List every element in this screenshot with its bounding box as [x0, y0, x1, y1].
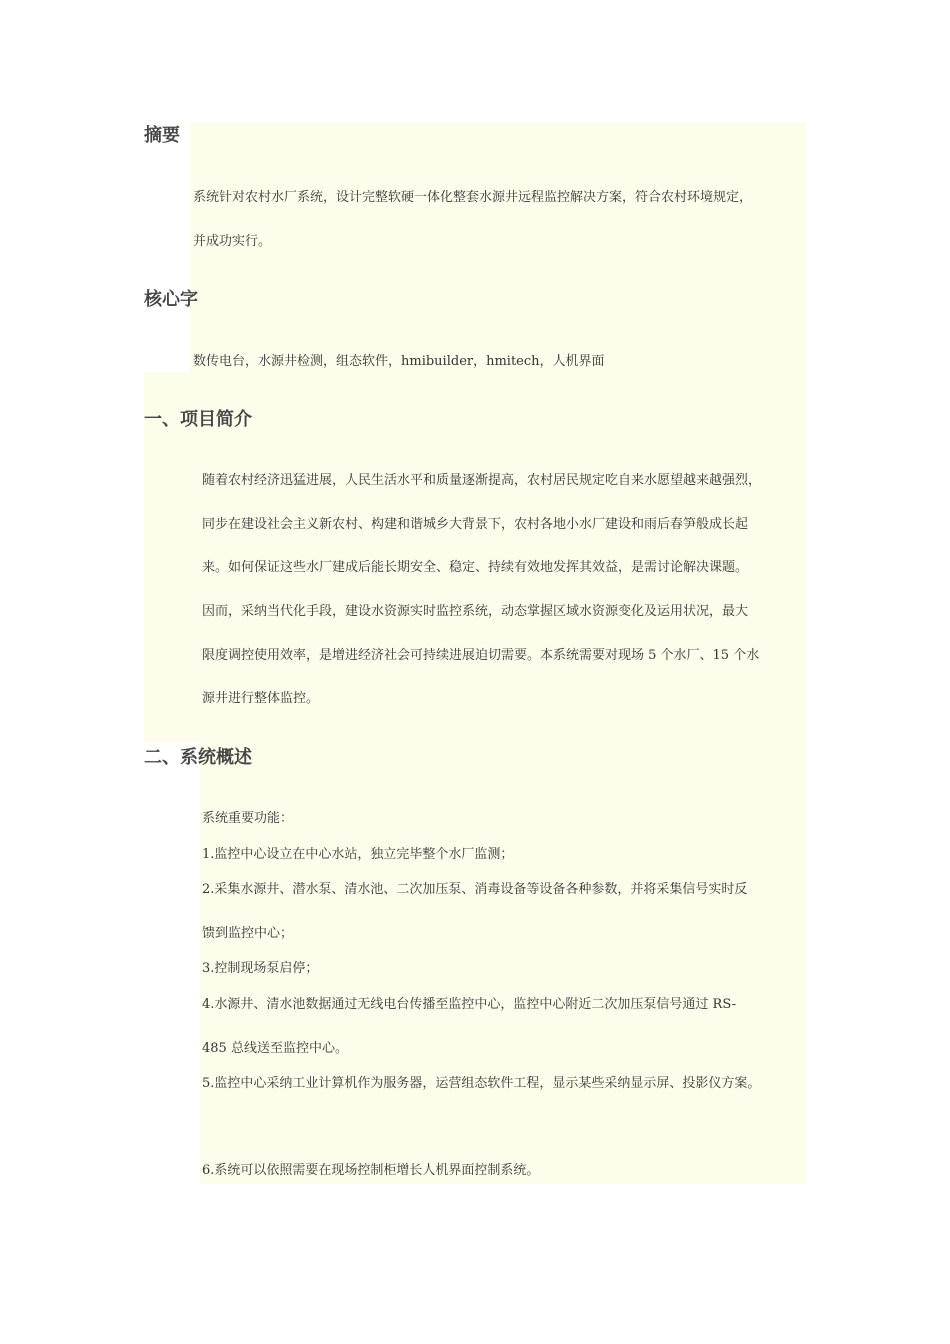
intro-line-2: 同步在建设社会主义新农村、构建和谐城乡大背景下，农村各地小水厂建设和雨后春笋般成长起 [202, 517, 749, 532]
overview-line-9: 6.系统可以依照需要在现场控制柜增长人机界面控制系统。 [202, 1163, 540, 1178]
overview-heading: 二、系统概述 [144, 747, 252, 768]
overview-line-6: 4.水源井、清水池数据通过无线电台传播至监控中心，监控中心附近二次加压泵信号通过 RS- [202, 997, 737, 1012]
intro-line-6: 源井进行整体监控。 [202, 691, 320, 706]
intro-line-4: 因而，采纳当代化手段，建设水资源实时监控系统，动态掌握区域水资源变化及运用状况，最大 [202, 604, 749, 619]
abstract-line-1: 系统针对农村水厂系统，设计完整软硬一体化整套水源井远程监控解决方案，符合农村环境规定， [193, 190, 753, 205]
overview-line-4: 馈到监控中心； [202, 926, 294, 941]
overview-line-2: 1.监控中心设立在中心水站，独立完毕整个水厂监测； [202, 847, 514, 862]
intro-line-1: 随着农村经济迅猛进展，人民生活水平和质量逐渐提高，农村居民规定吃自来水愿望越来越强烈， [202, 473, 762, 488]
overview-line-3: 2.采集水源井、潜水泵、清水池、二次加压泵、消毒设备等设备各种参数，并将采集信号实时反 [202, 882, 748, 897]
overview-line-7: 485 总线送至监控中心。 [202, 1041, 348, 1056]
highlight-block-overview [144, 712, 805, 742]
intro-line-5: 限度调控使用效率，是增进经济社会可持续进展迫切需要。本系统需要对现场 5 个水厂、15 个水 [202, 648, 760, 663]
overview-line-1: 系统重要功能： [202, 811, 294, 826]
overview-line-8: 5.监控中心采纳工业计算机作为服务器，运营组态软件工程，显示某些采纳显示屏、投影仪方案。 [202, 1076, 761, 1091]
keywords-text: 数传电台，水源井检测，组态软件，hmibuilder，hmitech，人机界面 [193, 354, 605, 369]
abstract-line-2: 并成功实行。 [193, 234, 272, 249]
highlight-block-abstract [190, 122, 805, 372]
keywords-heading: 核心字 [144, 289, 198, 310]
overview-line-5: 3.控制现场泵启停； [202, 961, 319, 976]
intro-line-3: 来。如何保证这些水厂建成后能长期安全、稳定、持续有效地发挥其效益，是需讨论解决课题。 [202, 560, 749, 575]
abstract-heading: 摘要 [144, 125, 180, 146]
intro-heading: 一、项目简介 [144, 409, 252, 430]
